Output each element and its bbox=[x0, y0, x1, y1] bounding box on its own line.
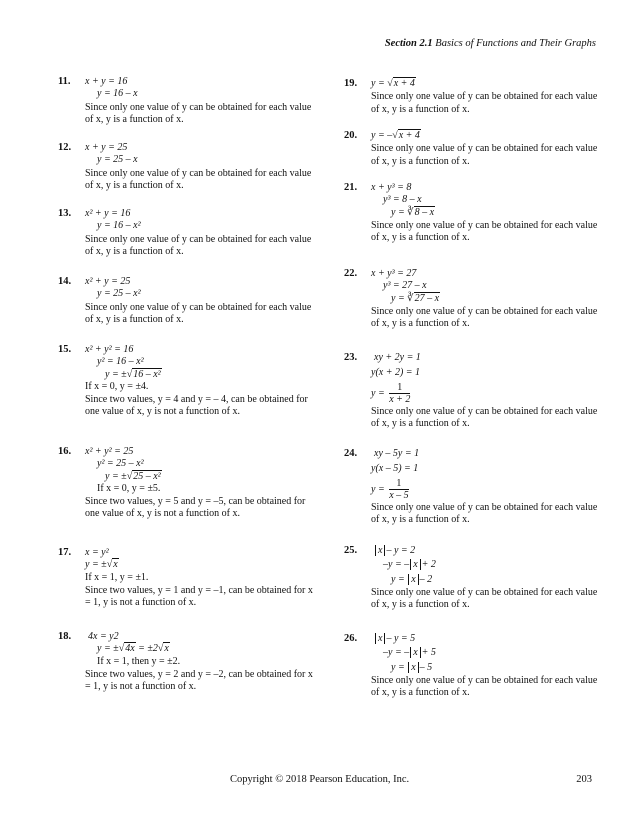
problem-number: 11. bbox=[58, 76, 71, 87]
equation: y = ±√x bbox=[85, 559, 118, 571]
equation: y³ = 27 – x bbox=[383, 280, 427, 292]
condition: If x = 1, then y = ±2. bbox=[97, 655, 181, 667]
equation: y = $\frac{1}{x - 5}$ bbox=[371, 477, 409, 501]
problem-number: 26. bbox=[344, 633, 358, 644]
conclusion: Since only one value of y can be obtained for each value of x, y is a function of x. bbox=[371, 305, 598, 330]
conclusion: Since only one value of y can be obtained for each value of x, y is a function of x. bbox=[371, 501, 598, 525]
equation: y = –√x + 4 bbox=[371, 130, 420, 141]
equation: y² = 16 – x² bbox=[97, 356, 144, 368]
problem-number: 20. bbox=[344, 130, 358, 141]
section-title: Basics of Functions and Their Graphs bbox=[435, 38, 596, 49]
equation: y = 16 – x bbox=[97, 88, 138, 100]
equation: xy + 2y = 1 bbox=[374, 352, 421, 363]
conclusion: Since only one value of y can be obtained for each value of x, y is a function of x. bbox=[371, 91, 598, 115]
equation: x + y³ = 8 bbox=[371, 182, 412, 193]
problem-number: 12. bbox=[58, 142, 72, 153]
equation: xy – 5y = 1 bbox=[374, 448, 420, 459]
problem-number: 24. bbox=[344, 448, 358, 459]
equation: y(x – 5) = 1 bbox=[371, 463, 419, 475]
problem-number: 23. bbox=[344, 352, 358, 363]
section-label: Section 2.1 bbox=[384, 38, 433, 49]
condition: If x = 0, y = ±4. bbox=[85, 380, 149, 392]
conclusion: Since two values, y = 1 and y = –1, can be obtained for x = 1, y is not a function of x. bbox=[85, 584, 313, 609]
equation: –y = – x + 2 bbox=[383, 559, 436, 571]
problem-number: 21. bbox=[344, 182, 358, 193]
equation: x + y³ = 27 bbox=[371, 268, 417, 279]
equation: y(x + 2) = 1 bbox=[371, 367, 421, 379]
equation: y² = 25 – x² bbox=[97, 458, 144, 470]
problem-number: 15. bbox=[58, 344, 72, 355]
conclusion: Since only one value of y can be obtained for each value of x, y is a function of x. bbox=[85, 301, 312, 325]
problem-number: 19. bbox=[344, 78, 358, 89]
problem-number: 22. bbox=[344, 268, 358, 279]
conclusion: Since only one value of y can be obtained for each value of x, y is a function of x. bbox=[371, 586, 598, 611]
equation: x + y = 25 bbox=[85, 142, 128, 153]
equation: y = ∛8 – x bbox=[391, 206, 435, 218]
equation: x² + y² = 16 bbox=[85, 344, 134, 355]
equation: x – y = 5 bbox=[371, 633, 601, 645]
conclusion: Since only one value of y can be obtained for each value of x, y is a function of x. bbox=[85, 167, 312, 191]
conclusion: Since only one value of y can be obtained for each value of x, y is a function of x. bbox=[85, 233, 312, 257]
equation: x – y = 2 bbox=[371, 545, 601, 557]
equation: y = x – 5 bbox=[391, 661, 433, 673]
conclusion: Since only one value of y can be obtained for each value of x, y is a function of x. bbox=[85, 101, 312, 125]
conclusion: Since only one value of y can be obtained for each value of x, y is a function of x. bbox=[371, 674, 598, 699]
equation: x² + y = 16 bbox=[85, 208, 131, 219]
equation: y = ±√16 – x² bbox=[105, 368, 161, 380]
equation: x² + y = 25 bbox=[85, 276, 131, 287]
conclusion: Since two values, y = 4 and y = – 4, can be obtained for one value of x, y is not a function of x. bbox=[85, 394, 308, 418]
equation: y = √x + 4 bbox=[371, 78, 415, 89]
equation: 4x = y2 bbox=[88, 631, 119, 642]
running-header bbox=[385, 38, 596, 49]
conclusion: Since only one value of y can be obtained for each value of x, y is a function of x. bbox=[371, 143, 598, 167]
equation: y = ±√25 – x² bbox=[105, 470, 161, 482]
problem-number: 16. bbox=[58, 446, 72, 457]
equation: y = 16 – x² bbox=[97, 220, 141, 232]
copyright-text: Copyright © 2018 Pearson Education, Inc. bbox=[230, 774, 410, 785]
equation: –y = – x + 5 bbox=[383, 647, 436, 659]
equation: y = 25 – x² bbox=[97, 288, 141, 300]
conclusion: Since two values, y = 2 and y = –2, can be obtained for x = 1, y is not a function of x. bbox=[85, 668, 313, 693]
conclusion: Since only one value of y can be obtained for each value of x, y is a function of x. bbox=[371, 219, 598, 244]
equation: x + y = 16 bbox=[85, 76, 128, 87]
problem-number: 18. bbox=[58, 631, 72, 642]
equation: y³ = 8 – x bbox=[383, 194, 422, 206]
equation: y = x – 2 bbox=[391, 573, 433, 585]
problem-number: 25. bbox=[344, 545, 358, 556]
equation: y = ∛27 – x bbox=[391, 292, 440, 304]
condition: If x = 0, y = ±5. bbox=[97, 482, 161, 494]
problem-number: 13. bbox=[58, 208, 72, 219]
equation: y = 25 – x bbox=[97, 154, 138, 166]
problem-number: 14. bbox=[58, 276, 72, 287]
equation: x² + y² = 25 bbox=[85, 446, 134, 457]
conclusion: Since two values, y = 5 and y = –5, can be obtained for one value of x, y is not a function of x. bbox=[85, 496, 306, 520]
conclusion: Since only one value of y can be obtained for each value of x, y is a function of x. bbox=[371, 405, 598, 429]
page-number: 203 bbox=[576, 774, 592, 785]
problem-number: 17. bbox=[58, 547, 72, 558]
equation: y = $\frac{1}{x + 2}$ bbox=[371, 381, 411, 405]
equation: x = y² bbox=[85, 547, 109, 558]
equation: y = ±√4x = ±2√x bbox=[97, 643, 169, 655]
condition: If x = 1, y = ±1. bbox=[85, 571, 149, 583]
